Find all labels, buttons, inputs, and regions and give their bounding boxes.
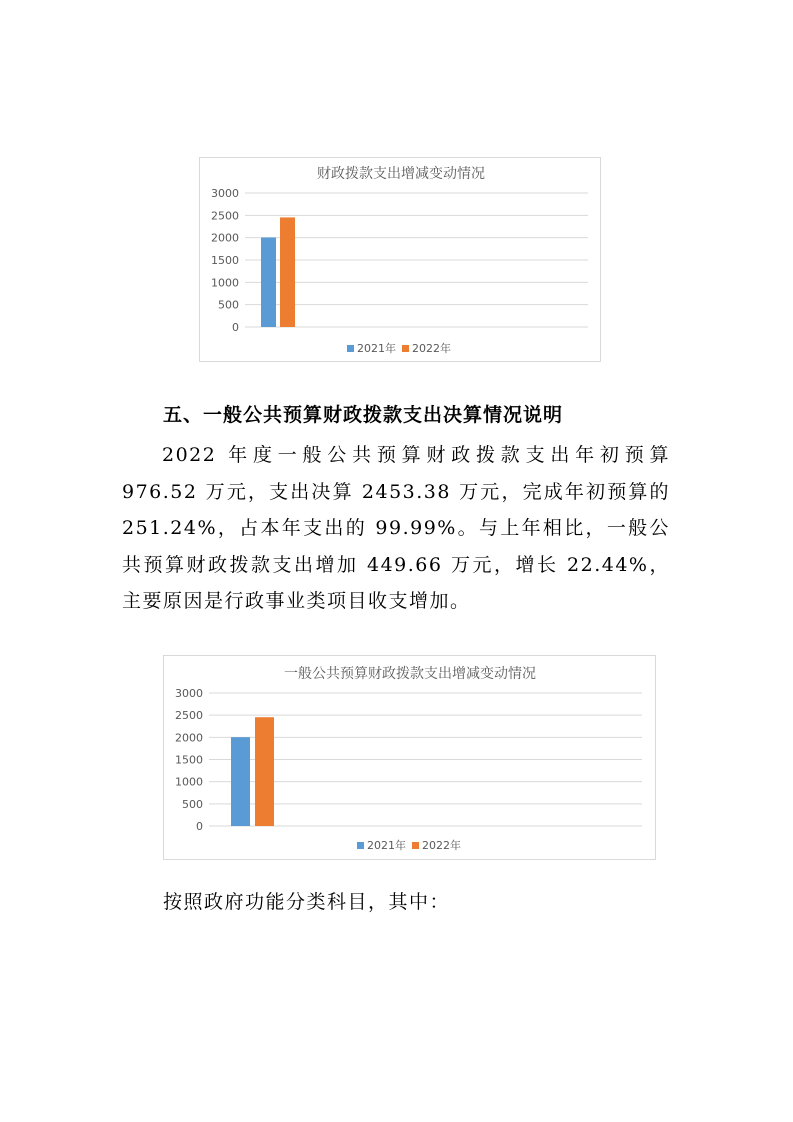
paragraph-text: 2022 年度一般公共预算财政拨款支出年初预算 976.52 万元，支出决算 2453.38 万元，完成年初预算的 251.24%，占本年支出的 99.99%。与上年相比，一般公共预算财政拨款支出增加 449.66 万元，增长 22.44%，主要原因是行政事业类项目收支增加。 (122, 444, 670, 612)
legend-label: 2022年 (412, 342, 451, 355)
legend-swatch (402, 345, 409, 352)
y-tick-label: 1500 (175, 753, 203, 767)
y-tick-label: 2500 (175, 709, 203, 723)
y-tick-label: 2500 (211, 209, 239, 223)
section-paragraph (122, 437, 670, 620)
bar-2022年 (255, 717, 274, 826)
y-tick-label: 1500 (211, 254, 239, 267)
y-tick-label: 0 (196, 820, 203, 833)
y-tick-label: 2000 (211, 231, 239, 245)
legend-swatch (347, 345, 354, 352)
legend-swatch (357, 842, 364, 849)
legend-label: 2021年 (367, 839, 406, 852)
chart-1-container (199, 157, 601, 362)
y-tick-label: 2000 (175, 731, 203, 745)
chart-2-svg (164, 656, 657, 861)
bar-2021年 (231, 737, 250, 826)
y-tick-label: 1000 (211, 276, 239, 290)
closing-line: 按照政府功能分类科目，其中： (163, 891, 451, 913)
chart-1-title: 财政拨款支出增减变动情况 (317, 166, 485, 182)
y-tick-label: 500 (182, 797, 203, 811)
y-tick-label: 500 (218, 298, 239, 312)
chart-2-container (163, 655, 656, 860)
y-tick-label: 1000 (175, 775, 203, 789)
legend-label: 2022年 (422, 839, 461, 852)
bar-2022年 (280, 217, 295, 327)
y-tick-label: 0 (232, 321, 239, 334)
y-tick-label: 3000 (211, 187, 239, 200)
chart-1-svg (200, 158, 602, 363)
section-heading: 五、一般公共预算财政拨款支出决算情况说明 (163, 404, 564, 426)
legend-swatch (412, 842, 419, 849)
chart-2-title: 一般公共预算财政拨款支出增减变动情况 (284, 666, 536, 682)
y-tick-label: 3000 (175, 687, 203, 700)
bar-2021年 (261, 237, 276, 327)
legend-label: 2021年 (357, 342, 396, 355)
